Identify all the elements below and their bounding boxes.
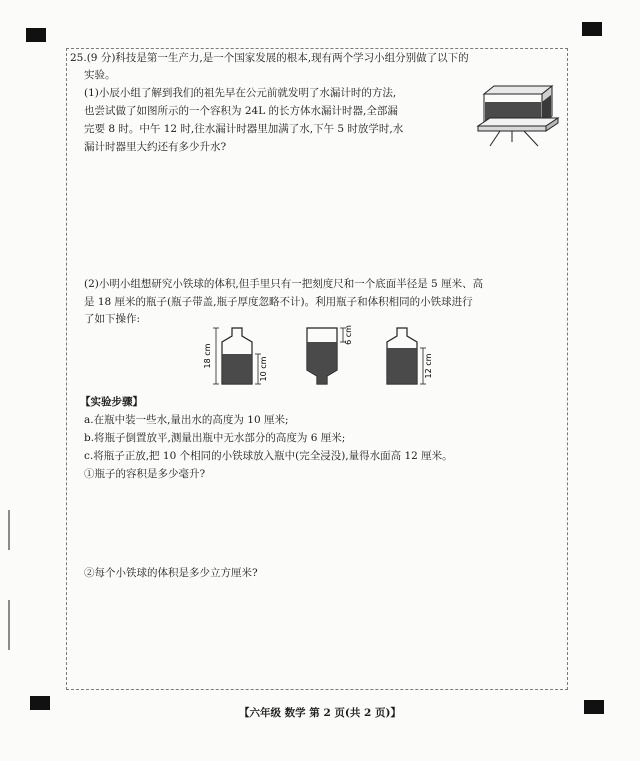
registration-mark-top-right <box>582 22 602 36</box>
bottle-inverted <box>307 328 337 384</box>
part2-line: (2)小明小组想研究小铁球的体积,但手里只有一把刻度尺和一个底面半径是 5 厘米、高 <box>84 278 484 290</box>
water-clock-figure <box>476 82 562 152</box>
registration-mark-top-left <box>26 28 46 42</box>
bottle-upright-water <box>222 328 252 384</box>
page-footer: 【六年级 数学 第 2 页(共 2 页)】 <box>239 707 401 719</box>
question-header-cont: 实验。 <box>84 69 116 81</box>
bottle-experiment-figure <box>196 324 446 392</box>
label-18cm: 18 cm <box>203 343 212 369</box>
label-12cm: 12 cm <box>424 353 433 379</box>
step-b: b.将瓶子倒置放平,测量出瓶中无水部分的高度为 6 厘米; <box>84 432 346 444</box>
step-a: a.在瓶中装一些水,量出水的高度为 10 厘米; <box>84 414 289 426</box>
bottle-with-balls <box>387 328 417 384</box>
question-header: 25.(9 分)科技是第一生产力,是一个国家发展的根本,现有两个学习小组分别做了以下的 <box>70 52 469 64</box>
dimension-10cm <box>255 354 268 384</box>
step-c: c.将瓶子正放,把 10 个相同的小铁球放入瓶中(完全浸没),量得水面高 12 厘米。 <box>84 450 453 462</box>
part1-line: 完要 8 时。中午 12 时,往水漏计时器里加满了水,下午 5 时放学时,水 <box>84 123 404 135</box>
dimension-18cm <box>203 328 219 384</box>
label-10cm: 10 cm <box>259 356 268 382</box>
sub-question-2: ②每个小铁球的体积是多少立方厘米? <box>84 567 258 579</box>
part2-line: 是 18 厘米的瓶子(瓶子带盖,瓶子厚度忽略不计)。利用瓶子和体积相同的小铁球进行 <box>84 296 473 308</box>
scan-edge-mark <box>8 510 10 550</box>
part2-line: 了如下操作: <box>84 313 141 325</box>
steps-title: 【实验步骤】 <box>80 396 143 408</box>
dimension-12cm <box>420 348 433 384</box>
part1-line: (1)小辰小组了解到我们的祖先早在公元前就发明了水漏计时的方法, <box>84 87 397 99</box>
label-6cm: 6 cm <box>344 325 353 345</box>
part1-line: 漏计时器里大约还有多少升水? <box>84 141 227 153</box>
scan-edge-mark <box>8 600 10 650</box>
water-clock-stand <box>478 118 558 146</box>
dimension-6cm <box>340 325 353 345</box>
sub-question-1: ①瓶子的容积是多少毫升? <box>84 468 206 480</box>
part1-line: 也尝试做了如图所示的一个容积为 24L 的长方体水漏计时器,全部漏 <box>84 105 398 117</box>
